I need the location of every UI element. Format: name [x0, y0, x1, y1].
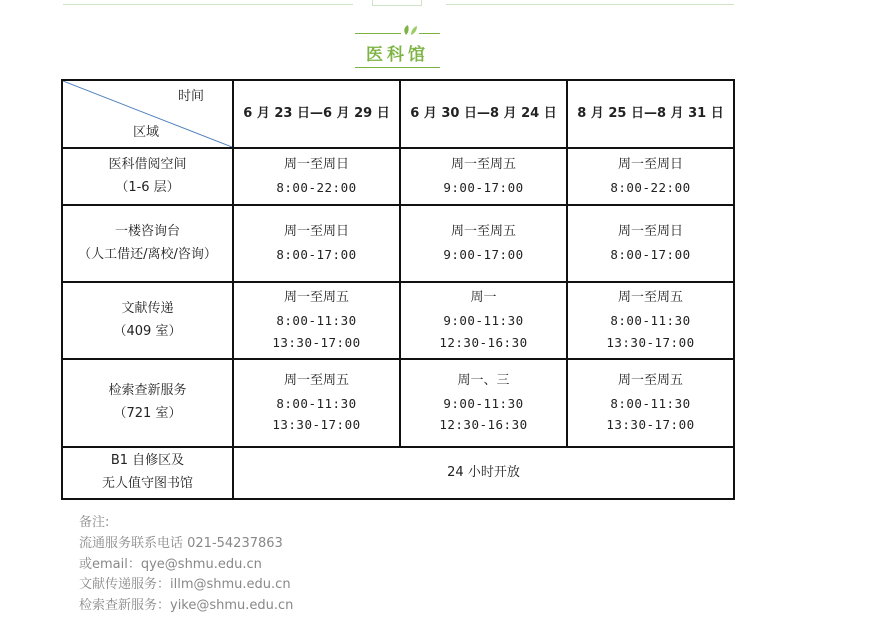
hours-cell — [233, 359, 400, 447]
hours-cell — [233, 148, 400, 205]
period-header-2: 6 月 30 日—8 月 24 日 — [400, 80, 567, 148]
days-text: 周一至周五 — [283, 290, 349, 306]
days-text: 周一至周五 — [283, 372, 349, 388]
hours-cell — [567, 148, 734, 205]
hours-cell — [233, 282, 400, 359]
hours-text: 9:00-17:00 — [443, 246, 524, 262]
region-cell — [62, 148, 233, 205]
leaf-icon — [402, 24, 418, 36]
top-divider-right — [446, 4, 734, 5]
hours-text: 13:30-17:00 — [272, 334, 361, 350]
hours-cell — [400, 359, 567, 447]
table-row — [62, 447, 734, 499]
hours-cell — [567, 205, 734, 282]
heading-top-line-right — [419, 33, 440, 34]
hours-text: 8:00-11:30 — [276, 313, 357, 328]
diagonal-header-cell — [62, 80, 233, 148]
hours-cell — [567, 359, 734, 447]
merged-hours-cell: 24 小时开放 — [233, 447, 734, 499]
hours-text: 8:00-17:00 — [276, 246, 357, 262]
region-cell — [62, 359, 233, 447]
opening-hours-table — [61, 79, 735, 500]
top-divider-left — [63, 4, 353, 5]
hours-text: 8:00-11:30 — [610, 395, 691, 411]
hours-text: 9:00-11:30 — [443, 313, 524, 328]
table-row — [62, 148, 734, 205]
hours-text: 13:30-17:00 — [606, 417, 695, 433]
section-title: 医科馆 — [366, 45, 429, 65]
hours-text: 8:00-22:00 — [610, 179, 691, 195]
region-detail: （721 室） — [113, 406, 182, 421]
section-heading — [355, 24, 440, 70]
area-header-label: 区域 — [133, 125, 160, 141]
heading-top-line-left — [355, 33, 401, 34]
top-divider-tab — [372, 0, 422, 6]
hours-cell — [400, 205, 567, 282]
hours-text: 13:30-17:00 — [272, 417, 361, 433]
region-cell — [62, 282, 233, 359]
days-text: 周一至周五 — [450, 157, 516, 173]
table-row — [62, 359, 734, 447]
region-name: 一楼咨询台 — [114, 223, 180, 239]
hours-text: 9:00-11:30 — [443, 395, 524, 411]
notes-block — [79, 513, 293, 617]
days-text: 周一 — [470, 290, 497, 306]
region-detail: （1-6 层） — [115, 179, 180, 195]
hours-cell — [233, 205, 400, 282]
region-cell — [62, 447, 233, 499]
note-line: 流通服务联系电话 021-54237863 — [79, 535, 283, 551]
hours-cell — [567, 282, 734, 359]
days-text: 周一、三 — [457, 372, 510, 388]
hours-text: 8:00-22:00 — [276, 179, 357, 195]
region-cell — [62, 205, 233, 282]
notes-heading: 备注: — [79, 515, 110, 530]
period-header-1: 6 月 23 日—6 月 29 日 — [233, 80, 400, 148]
note-line: 文献传递服务：illm@shmu.edu.cn — [79, 577, 291, 593]
hours-text: 8:00-17:00 — [610, 246, 691, 262]
hours-text: 12:30-16:30 — [439, 417, 528, 433]
hours-text: 13:30-17:00 — [606, 334, 695, 350]
hours-text: 12:30-16:30 — [439, 334, 528, 350]
hours-cell — [400, 282, 567, 359]
note-line: 或email：qye@shmu.edu.cn — [79, 556, 262, 572]
region-name: 文献传递 — [121, 300, 174, 316]
hours-text: 8:00-11:30 — [276, 395, 357, 411]
days-text: 周一至周五 — [617, 290, 683, 306]
days-text: 周一至周日 — [617, 224, 683, 240]
note-line: 检索查新服务：yike@shmu.edu.cn — [79, 598, 294, 614]
hours-text: 9:00-17:00 — [443, 179, 524, 195]
time-header-label: 时间 — [177, 89, 204, 104]
header-row — [62, 80, 734, 148]
table-row — [62, 205, 734, 282]
region-name: 检索查新服务 — [108, 383, 187, 399]
region-detail: 无人值守图书馆 — [101, 476, 193, 491]
days-text: 周一至周日 — [283, 224, 349, 240]
region-detail: （409 室） — [113, 323, 182, 339]
table-row — [62, 282, 734, 359]
region-detail: （人工借还/离校/咨询） — [78, 246, 217, 262]
hours-cell — [400, 148, 567, 205]
days-text: 周一至周五 — [450, 224, 516, 240]
region-name: 医科借阅空间 — [108, 156, 187, 172]
period-header-3: 8 月 25 日—8 月 31 日 — [567, 80, 734, 148]
hours-text: 8:00-11:30 — [610, 313, 691, 328]
heading-bottom-line — [355, 67, 440, 68]
region-name: B1 自修区及 — [110, 453, 185, 469]
days-text: 周一至周日 — [283, 157, 349, 173]
days-text: 周一至周日 — [617, 157, 683, 173]
days-text: 周一至周五 — [617, 372, 683, 388]
